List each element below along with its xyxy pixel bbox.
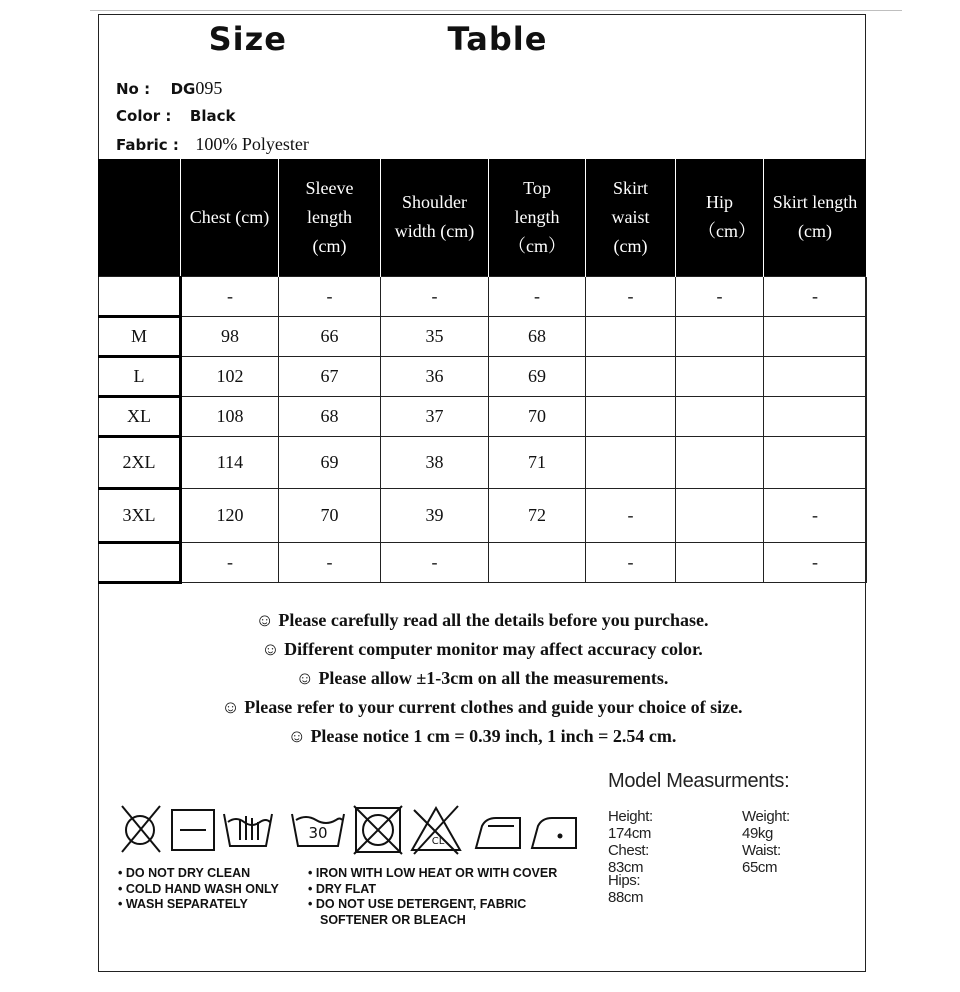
table-cell [676, 356, 764, 396]
table-cell [676, 396, 764, 436]
table-cell: 72 [489, 488, 586, 542]
table-cell: - [676, 276, 764, 316]
top-rule [90, 10, 902, 11]
product-number-prefix: DG [170, 80, 196, 98]
header-size [99, 159, 181, 276]
note-line: ☺ Please allow ±1-3cm on all the measurements. [295, 668, 669, 688]
care-line: • DO NOT USE DETERGENT, FABRIC [308, 897, 527, 911]
note-line: ☺ Please refer to your current clothes and guide your choice of size. [221, 697, 743, 717]
table-cell: - [181, 276, 279, 316]
table-cell: 38 [381, 436, 489, 488]
table-row [99, 316, 867, 356]
table-cell [676, 542, 764, 582]
model-waist: Waist: 65cm [742, 842, 781, 876]
table-cell: 35 [381, 316, 489, 356]
table-cell [586, 316, 676, 356]
table-row [99, 276, 867, 316]
size-label: XL [99, 396, 181, 436]
note-line: ☺ Please carefully read all the details before you purchase. [255, 610, 709, 630]
table-row [99, 436, 867, 488]
care-line: SOFTENER OR BLEACH [320, 912, 466, 927]
care-instructions-right [308, 866, 557, 928]
table-cell: - [381, 542, 489, 582]
table-cell: - [764, 276, 867, 316]
model-measurements [608, 770, 858, 803]
table-cell: 39 [381, 488, 489, 542]
table-cell: - [764, 488, 867, 542]
hand-wash-icon [224, 814, 272, 846]
header-shoulder-width: Shoulder width (cm) [381, 159, 489, 276]
table-cell [586, 436, 676, 488]
table-cell: 98 [181, 316, 279, 356]
table-row [99, 396, 867, 436]
model-height: Height: 174cm [608, 808, 653, 842]
table-cell: 71 [489, 436, 586, 488]
note-line: ☺ Please notice 1 cm = 0.39 inch, 1 inch = 2.54 cm. [287, 726, 677, 746]
table-cell: - [279, 542, 381, 582]
table-cell: 66 [279, 316, 381, 356]
table-cell: 68 [279, 396, 381, 436]
note-line: ☺ Different computer monitor may affect accuracy color. [261, 639, 703, 659]
table-row [99, 542, 867, 582]
product-number-label: No : [116, 80, 151, 98]
table-cell: - [586, 488, 676, 542]
table-cell: - [489, 276, 586, 316]
fabric-value: 100% Polyester [195, 134, 309, 154]
size-label [99, 276, 181, 316]
size-table [98, 159, 867, 584]
header-top-length: Top length（cm） [489, 159, 586, 276]
care-icons [116, 800, 586, 860]
table-cell [676, 488, 764, 542]
iron-icon [476, 818, 520, 848]
model-chest: Chest: 83cm [608, 842, 649, 876]
table-cell: 120 [181, 488, 279, 542]
header-skirt-waist: Skirt waist (cm) [586, 159, 676, 276]
table-cell: 69 [279, 436, 381, 488]
header-hip: Hip（cm） [676, 159, 764, 276]
table-cell [586, 396, 676, 436]
care-line: • DRY FLAT [308, 881, 377, 896]
table-cell: 69 [489, 356, 586, 396]
model-title: Model Measurments: [608, 770, 790, 792]
table-cell [676, 436, 764, 488]
size-label: 2XL [99, 436, 181, 488]
fabric-label: Fabric : [116, 136, 179, 154]
table-cell: - [764, 542, 867, 582]
table-cell [764, 316, 867, 356]
iron-low-heat-icon [532, 818, 576, 848]
table-cell: - [586, 542, 676, 582]
size-label: 3XL [99, 488, 181, 542]
table-cell: - [279, 276, 381, 316]
table-cell [764, 356, 867, 396]
table-cell [676, 316, 764, 356]
table-cell [586, 356, 676, 396]
table-cell: 70 [489, 396, 586, 436]
care-line: • DO NOT DRY CLEAN [118, 866, 251, 880]
care-line: • IRON WITH LOW HEAT OR WITH COVER [308, 866, 558, 880]
table-cell: 36 [381, 356, 489, 396]
dry-flat-icon [172, 810, 214, 850]
table-row [99, 488, 867, 542]
table-cell: 37 [381, 396, 489, 436]
table-cell: 114 [181, 436, 279, 488]
header-chest: Chest (cm) [181, 159, 279, 276]
care-instructions-left [118, 866, 279, 913]
table-cell [764, 436, 867, 488]
size-label: L [99, 356, 181, 396]
table-cell: - [381, 276, 489, 316]
product-number-suffix: 095 [195, 78, 223, 98]
table-cell [764, 396, 867, 436]
size-label [99, 542, 181, 582]
purchase-notes [98, 606, 866, 751]
product-fabric [116, 134, 309, 155]
bleach-label: CL [431, 836, 445, 847]
table-row [99, 356, 867, 396]
table-cell: 68 [489, 316, 586, 356]
table-cell: - [181, 542, 279, 582]
model-hips: Hips: 88cm [608, 872, 644, 906]
color-value: Black [189, 107, 236, 125]
no-dry-clean-icon [122, 806, 160, 852]
care-line: • COLD HAND WASH ONLY [118, 881, 279, 896]
no-tumble-dry-icon [354, 806, 402, 854]
wash-temperature-label: 30 [308, 824, 328, 842]
header-skirt-length: Skirt length (cm) [764, 159, 867, 276]
header-sleeve-length: Sleeve length (cm) [279, 159, 381, 276]
table-cell [489, 542, 586, 582]
page-title: Size Table [208, 20, 548, 58]
table-header-row [99, 159, 867, 276]
table-cell: - [586, 276, 676, 316]
low-heat-dot [558, 834, 563, 839]
size-label: M [99, 316, 181, 356]
table-cell: 70 [279, 488, 381, 542]
care-line: • WASH SEPARATELY [118, 897, 248, 911]
table-cell: 108 [181, 396, 279, 436]
product-color [116, 106, 235, 126]
model-weight: Weight: 49kg [742, 808, 790, 842]
product-number [116, 78, 222, 99]
table-cell: 102 [181, 356, 279, 396]
table-cell: 67 [279, 356, 381, 396]
color-label: Color : [116, 107, 172, 125]
